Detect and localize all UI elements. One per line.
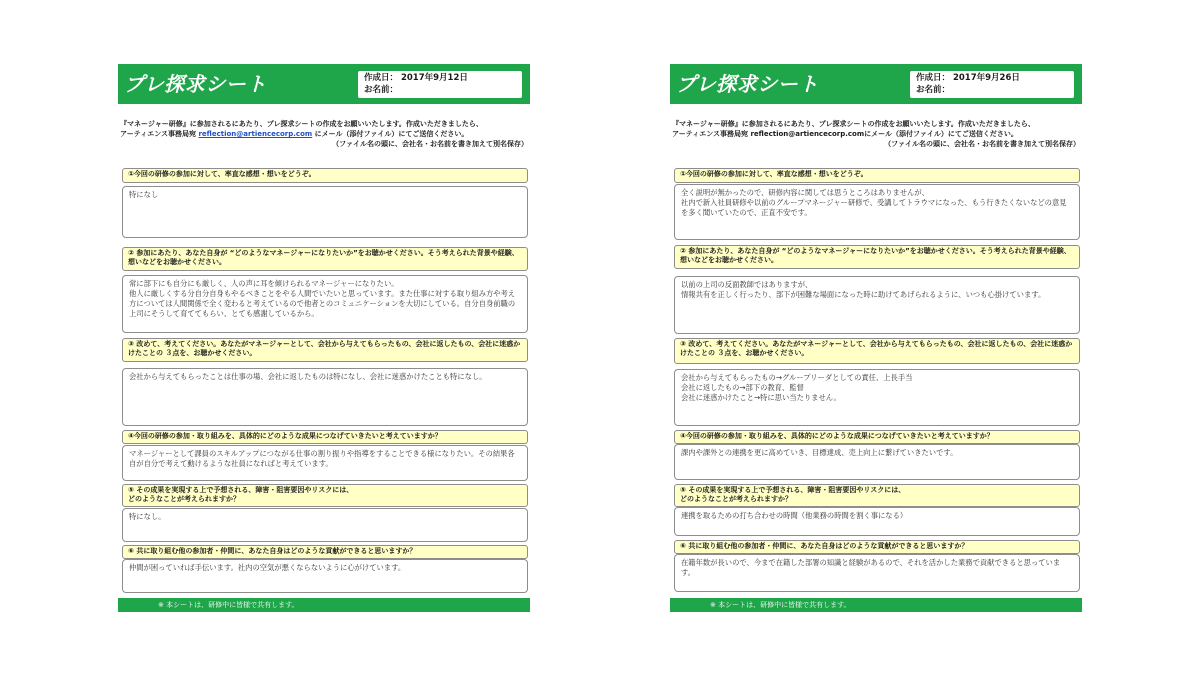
- instructions-recipient: アーティエンス事務局宛: [120, 130, 199, 138]
- answer-1: 全く説明が無かったので、研修内容に関しては思うところはありませんが、 社内で新入社員研修や以前のグループマネージャー研修で、受講してトラウマになった、もう行きたくないなどの意見を多く聞いていたので、正直不安です。: [674, 184, 1080, 240]
- filename-note: （ファイル名の頭に、会社名・お名前を書き加えて別名保存）: [332, 140, 528, 148]
- question-1: ①今回の研修の参加に対して、率直な感想・想いをどうぞ。: [122, 168, 528, 183]
- email-link[interactable]: reflection@artiencecorp.com: [198, 130, 313, 138]
- question-2: ② 参加にあたり、あなた自身が “どのようなマネージャーになりたいか”をお聴かせください。そう考えられた背景や経験、想いなどをお聴かせください。: [122, 247, 528, 271]
- question-5: ⑤ その成果を実現する上で予想される、障害・阻害要因やリスクには、 どのようなことが考えられますか？: [674, 484, 1080, 507]
- answer-3: 会社から与えてもらったもの→グループリーダとしての責任、上長手当 会社に返したもの→部下の教育、監督 会社に迷惑かけたこと→特に思い当たりません。: [674, 369, 1080, 426]
- instructions-line-2: アーティエンス事務局宛 reflection@artiencecorp.comにメール（添付ファイル）にてご送信ください。: [672, 130, 1018, 138]
- date-name-box: [358, 71, 522, 98]
- created-date: 作成日： 2017年9月12日: [364, 73, 468, 83]
- instructions-line-1: 『マネージャー研修』に参加されるにあたり、プレ探求シートの作成をお願いいたします。作成いただきましたら、: [672, 120, 1035, 128]
- answer-1: 特になし: [122, 186, 528, 238]
- instructions-send: にメール（添付ファイル）にてご送信ください。: [312, 130, 469, 138]
- instructions-line-2: [120, 129, 528, 139]
- created-date: 作成日： 2017年9月26日: [916, 73, 1020, 83]
- question-3: ③ 改めて、考えてください。あなたがマネージャーとして、会社から与えてもらったもの、会社に返したもの、会社に迷惑かけたことの ３点を、お聴かせください。: [122, 338, 528, 362]
- question-6: ⑥ 共に取り組む他の参加者・仲間に、あなた自身はどのような貢献ができると思いますか？: [122, 545, 528, 559]
- sheet-header: [118, 64, 530, 104]
- answer-5: 特になし。: [122, 508, 528, 542]
- sheet-header: [670, 64, 1082, 104]
- answer-6: 仲間が困っていれば手伝います。社内の空気が悪くならないように心がけています。: [122, 559, 528, 593]
- filename-note: （ファイル名の頭に、会社名・お名前を書き加えて別名保存）: [884, 140, 1080, 148]
- question-5: ⑤ その成果を実現する上で予想される、障害・阻害要因やリスクには、 どのようなことが考えられますか？: [122, 484, 528, 507]
- name-field-label: お名前：: [916, 84, 951, 95]
- footer-note: ※ 本シートは、研修中に皆様で共有します。: [158, 601, 299, 609]
- answer-4: マネージャーとして課員のスキルアップにつながる仕事の割り振りや指導をすることできる様になりたい。その結果各自が自分で考えて動けるような社員になればと考えています。: [122, 445, 528, 481]
- question-2: ② 参加にあたり、あなた自身が “どのようなマネージャーになりたいか”をお聴かせください。そう考えられた背景や経験、想いなどをお聴かせください。: [674, 245, 1080, 269]
- pre-exploration-sheet-2: [670, 64, 1082, 612]
- answer-2: 常に部下にも自分にも厳しく、人の声に耳を傾けられるマネージャーになりたい。 他人に厳しくする分自分自身もやるべきことをやる人間でいたいと思っています。また仕事に対する取り組み方や考え方については人間関係で全く変わると考えているので他者とのコミュニケーションを大切にしている。自分自身前職の上司にそうして育ててもらい、とても感謝しているから。: [122, 275, 528, 333]
- date-name-box: [910, 71, 1074, 98]
- question-1: ①今回の研修の参加に対して、率直な感想・想いをどうぞ。: [674, 168, 1080, 183]
- answer-5: 連携を取るための打ち合わせの時間（他業務の時間を割く事になる）: [674, 507, 1080, 536]
- question-3: ③ 改めて、考えてください。あなたがマネージャーとして、会社から与えてもらったもの、会社に返したもの、会社に迷惑かけたことの ３点を、お聴かせください。: [674, 338, 1080, 364]
- answer-4: 課内や課外との連携を更に高めていき、目標達成、売上向上に繋げていきたいです。: [674, 444, 1080, 480]
- instructions: [672, 119, 1080, 149]
- answer-3: 会社から与えてもらったことは仕事の場、会社に返したものは特になし、会社に迷惑かけたことも特になし。: [122, 368, 528, 426]
- sheet-title: プレ探求シート: [676, 72, 819, 96]
- sheet-footer: [670, 598, 1082, 612]
- answer-6: 在籍年数が長いので、今まで在籍した部署の知識と経験があるので、それを活かした業務で貢献できると思っています。: [674, 554, 1080, 592]
- instructions: [120, 119, 528, 149]
- question-4: ④今回の研修の参加・取り組みを、具体的にどのような成果につなげていきたいと考えていますか？: [122, 430, 528, 444]
- footer-note: ※ 本シートは、研修中に皆様で共有します。: [710, 601, 851, 609]
- sheet-footer: [118, 598, 530, 612]
- question-4: ④今回の研修の参加・取り組みを、具体的にどのような成果につなげていきたいと考えていますか？: [674, 430, 1080, 444]
- question-6: ⑥ 共に取り組む他の参加者・仲間に、あなた自身はどのような貢献ができると思いますか？: [674, 540, 1080, 554]
- pre-exploration-sheet-1: [118, 64, 530, 612]
- sheet-title: プレ探求シート: [124, 72, 267, 96]
- instructions-line-1: 『マネージャー研修』に参加されるにあたり、プレ探求シートの作成をお願いいたします。作成いただきましたら、: [120, 120, 483, 128]
- answer-2: 以前の上司の反面教師ではありますが、 情報共有を正しく行ったり、部下が困難な場面になった時に助けてあげられるように、いつも心掛けています。: [674, 276, 1080, 334]
- name-field-label: お名前：: [364, 84, 399, 95]
